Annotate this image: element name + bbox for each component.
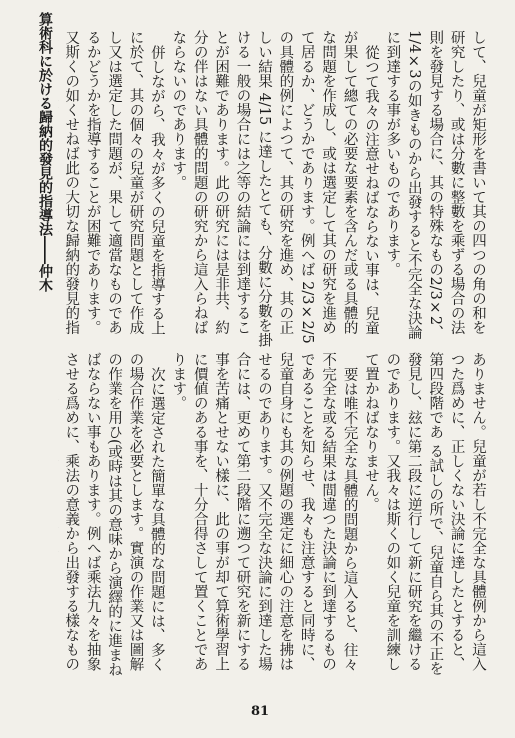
paragraph: ありません。兒童が若し不完全な具體例から這入つた爲めに、正しくない決論に達したとすると、第四段階であ る試しの所で、兒童自ら其の不正を發見し、玆に第二段に逆行して新に研究を繼けるのであります。又我々は斯くの如く兒童を訓練して置かねばなりません。 [362, 352, 486, 676]
paragraph: 次に選定された簡單な具體的な問題には、多くの場合作業を必要とします。實演の作業又は圖解の作業を用ひ(或時は其の意味から演繹的に進まねばならない事もあります。例へば乘法九々を抽象させる爲めに、乘法の意義から出發する樣なもの [63, 352, 165, 677]
paragraph: して、兒童が矩形を書いて其の四つの角の和を研究したり、或は分數に整數を乘ずる場合の法則を發見する場合に、其の特殊なもの2/3×2、1/4×3の如きものから出發すると不完全な決論に到達する事が多いものであります。 [384, 30, 486, 340]
upper-text-block [58, 30, 488, 348]
paragraph: 從つて我々の注意せねばならない事は、兒童が果して總ての必要な要素を含んだ或る具體的な問題を作成し、或は選定して其の研究を進めて居るか、どうかであります。例へば 2/3×2/5 の具體的例によつて、其の研究を進め、其の正しい結果 4/15 に達したとても、分數に分數を掛ける一般の場合には之等の結論には到達することが困難であります。此の研究には是非共、約分の伴はない具體的問題の研究から這入らねばならないのであります。 [170, 30, 379, 348]
paragraph: 併しながら、我々が多くの兒童を指導する上に於て、其の個々の兒童が研究問題として作成し又は選定した問題が、果して適當なものであるかどうかを指導することが困難であります。又斯くの如くせねば此の大切な歸納的發見的指 [63, 30, 165, 335]
lower-text-block [58, 352, 488, 680]
page-number: 81 [250, 704, 270, 719]
running-header: 算術科に於ける歸納的發見的指導法――仲木 [37, 12, 53, 292]
paragraph: 要は唯不完全な具體的問題から這入ると、往々不完全な或る結果は間違つた決論に到達するものであることを知らせ、我々も注意すると同時に、兒童自身にも其の例題の選定に細心の注意を拂はせるのであります。又不完全な決論に到達した場合には、更めて第二段階に遡つて研究を新にする事を苦痛とせない樣に、此の事が却て算術學習上に價値のある事を、十分合得さして置くことであります。 [170, 352, 358, 671]
